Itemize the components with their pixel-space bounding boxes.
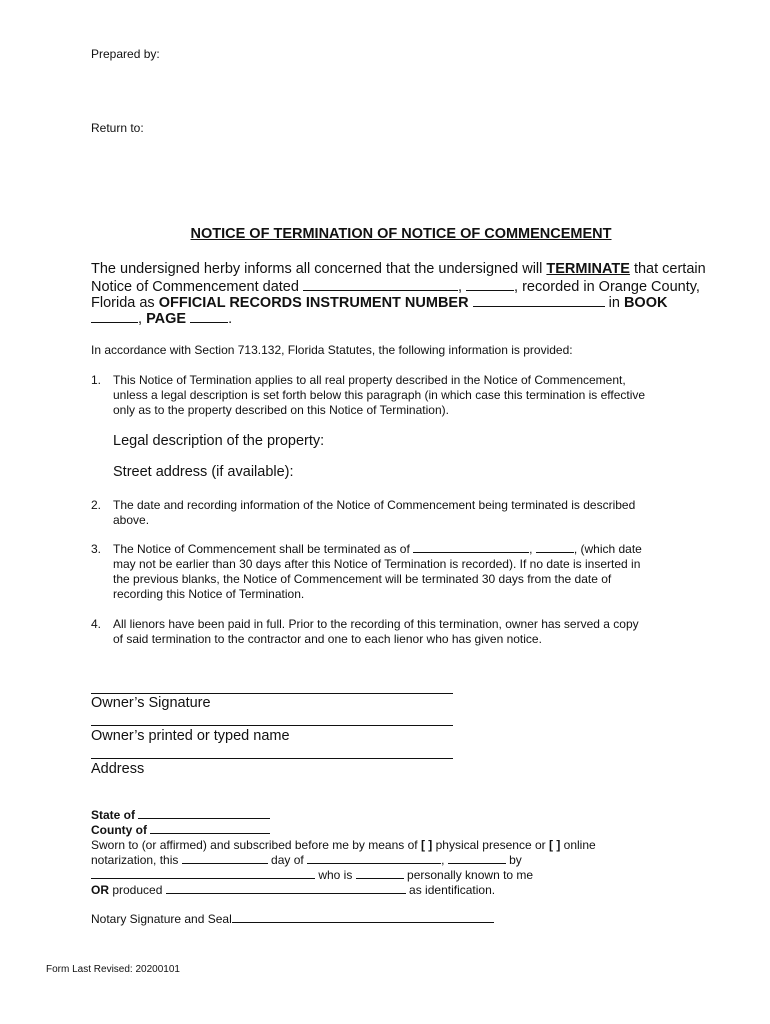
text: Florida as — [91, 295, 159, 311]
owner-signature-line[interactable] — [91, 693, 453, 694]
owner-name-line[interactable] — [91, 725, 453, 726]
street-address-label: Street address (if available): — [113, 464, 294, 480]
text: produced — [109, 883, 166, 897]
text: in — [604, 295, 624, 311]
year-blank[interactable] — [466, 278, 514, 291]
document-title: NOTICE OF TERMINATION OF NOTICE OF COMMENCEMENT — [190, 226, 612, 242]
return-to-label: Return to: — [91, 121, 144, 135]
instrument-number-blank[interactable] — [473, 294, 605, 307]
text: , recorded in Orange County, — [514, 279, 700, 295]
item-number: 3. — [91, 542, 102, 556]
text: Notice of Commencement dated — [91, 279, 303, 295]
termination-date-blank[interactable] — [413, 542, 529, 553]
month-blank[interactable] — [307, 853, 441, 864]
item-text: The date and recording information of the Notice of Commencement being terminated is described — [113, 498, 636, 512]
text: who is — [315, 868, 356, 882]
identification-blank[interactable] — [166, 883, 406, 894]
state-label: State of — [91, 808, 139, 822]
text: The undersigned herby informs all concerned that the undersigned will — [91, 261, 547, 277]
accordance-text: In accordance with Section 713.132, Florida Statutes, the following information is provided: — [91, 343, 573, 357]
county-label: County of — [91, 823, 151, 837]
text: that certain — [629, 261, 706, 277]
text: online — [560, 838, 596, 852]
text: . — [228, 311, 233, 327]
item-number: 1. — [91, 373, 102, 387]
text: , — [138, 311, 147, 327]
legal-description-label: Legal description of the property: — [113, 433, 325, 449]
form-revision-footer: Form Last Revised: 20200101 — [46, 964, 180, 975]
online-notarization-checkbox[interactable]: [ ] — [549, 838, 561, 852]
text: , — [441, 853, 448, 867]
text: , (which date — [573, 542, 642, 556]
text: by — [505, 853, 522, 867]
termination-year-blank[interactable] — [536, 542, 574, 553]
text: , — [529, 542, 536, 556]
item-text: the previous blanks, the Notice of Commencement will be terminated 30 days from the date of — [113, 572, 612, 586]
text: notarization, this — [91, 853, 182, 867]
item-text: This Notice of Termination applies to all real property described in the Notice of Commencement, — [113, 373, 626, 387]
text: Sworn to (or affirmed) and subscribed before me by means of — [91, 838, 421, 852]
instrument-number-label: OFFICIAL RECORDS INSTRUMENT NUMBER — [158, 295, 469, 311]
owner-signature-label: Owner’s Signature — [91, 695, 211, 711]
item-text: All lienors have been paid in full. Prior to the recording of this termination, owner has served a copy — [113, 617, 639, 631]
item-text: only as to the property described on this Notice of Termination). — [113, 403, 449, 417]
item-text: may not be earlier than 30 days after this Notice of Termination is recorded). If no date is inserted in — [113, 557, 641, 571]
item-number: 2. — [91, 498, 102, 512]
name-blank[interactable] — [91, 868, 315, 879]
item-text: recording this Notice of Termination. — [113, 587, 305, 601]
item-number: 4. — [91, 617, 102, 631]
book-blank[interactable] — [91, 310, 138, 323]
terminate-emphasis: TERMINATE — [546, 261, 630, 277]
owner-name-label: Owner’s printed or typed name — [91, 728, 290, 744]
item-text: The Notice of Commencement shall be terminated as of — [113, 542, 414, 556]
text: personally known to me — [403, 868, 534, 882]
text: , — [457, 279, 467, 295]
or-label: OR — [91, 883, 109, 897]
year-blank[interactable] — [448, 853, 506, 864]
notary-signature-label: Notary Signature and Seal — [91, 912, 232, 926]
date-blank[interactable] — [303, 278, 458, 291]
prepared-by-label: Prepared by: — [91, 47, 160, 61]
notary-signature-blank[interactable] — [232, 912, 494, 923]
book-label: BOOK — [623, 295, 668, 311]
county-blank[interactable] — [150, 823, 270, 834]
physical-presence-checkbox[interactable]: [ ] — [420, 838, 433, 852]
item-text: of said termination to the contractor and one to each lienor who has given notice. — [113, 632, 542, 646]
text: as identification. — [405, 883, 496, 897]
text: day of — [267, 853, 308, 867]
page-blank[interactable] — [190, 310, 228, 323]
item-text: unless a legal description is set forth below this paragraph (in which case this termination is effective — [113, 388, 646, 402]
page-label: PAGE — [146, 311, 187, 327]
known-blank[interactable] — [356, 868, 404, 879]
address-line[interactable] — [91, 758, 453, 759]
day-blank[interactable] — [182, 853, 268, 864]
item-text: above. — [113, 513, 150, 527]
text: physical presence or — [432, 838, 549, 852]
state-blank[interactable] — [138, 808, 270, 819]
address-label: Address — [91, 761, 145, 777]
